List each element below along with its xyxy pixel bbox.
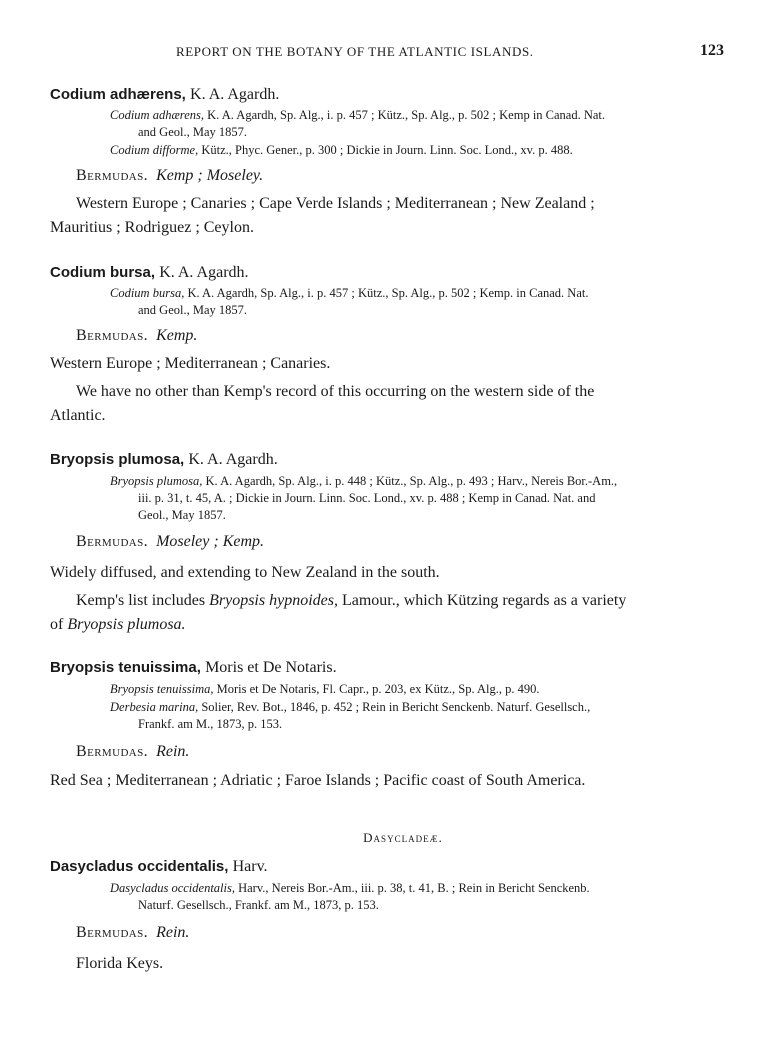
text-run: of — [50, 616, 68, 633]
paragraph-line: Mauritius ; Rodriguez ; Ceylon. — [50, 219, 254, 236]
text-run: Kemp's list includes — [76, 592, 210, 609]
italic-species: Bryopsis plumosa. — [67, 616, 186, 633]
synonym-name: Dasycladus occidentalis, — [110, 881, 235, 895]
synonym-name: Codium difforme, — [110, 143, 199, 157]
distribution-paragraph — [50, 352, 726, 376]
synonym-name: Bryopsis plumosa, — [110, 474, 203, 488]
collectors: Rein. — [156, 743, 190, 760]
species-name: Bryopsis plumosa, — [50, 451, 185, 468]
section-title: Dasycladeæ. — [363, 830, 443, 845]
collectors: Moseley ; Kemp. — [156, 533, 265, 550]
paragraph-line — [50, 616, 186, 633]
species-heading — [50, 264, 249, 282]
distribution-paragraph — [50, 769, 726, 793]
paragraph-line — [50, 592, 626, 609]
text-run: Lamour., which Kützing regards as a variety — [337, 592, 627, 609]
locality: Bermudas. — [76, 924, 149, 941]
synonym-reference — [110, 880, 730, 914]
paragraph-line: Western Europe ; Canaries ; Cape Verde Islands ; Mediterranean ; New Zealand ; — [76, 195, 595, 212]
species-name: Codium bursa, — [50, 264, 156, 281]
species-name: Bryopsis tenuissima, — [50, 659, 201, 676]
running-head — [0, 44, 776, 64]
synonym-reference — [110, 473, 730, 524]
reference-text: K. A. Agardh, Sp. Alg., i. p. 457 ; Kütz., Sp. Alg., p. 502 ; Kemp in Canad. Nat. — [207, 108, 606, 122]
collectors: Kemp ; Moseley. — [156, 167, 264, 184]
synonym-name: Codium bursa, — [110, 286, 185, 300]
paragraph-line: Widely diffused, and extending to New Zealand in the south. — [50, 564, 440, 581]
locality-line — [76, 327, 197, 345]
locality: Bermudas. — [76, 167, 149, 184]
reference-continuation: iii. p. 31, t. 45, A. ; Dickie in Journ. Linn. Soc. Lond., xv. p. 488 ; Kemp in Canad. Nat. and — [138, 491, 596, 505]
species-author: K. A. Agardh. — [190, 86, 280, 103]
reference-continuation: Geol., May 1857. — [138, 508, 226, 522]
species-heading — [50, 858, 268, 876]
reference-continuation: Naturf. Gesellsch., Frankf. am M., 1873, p. 153. — [138, 898, 379, 912]
collectors: Kemp. — [156, 327, 198, 344]
synonym-name: Codium adhærens, — [110, 108, 204, 122]
reference-continuation: Frankf. am M., 1873, p. 153. — [138, 717, 283, 731]
paragraph-line: Red Sea ; Mediterranean ; Adriatic ; Faroe Islands ; Pacific coast of South America. — [50, 772, 586, 789]
locality: Bermudas. — [76, 327, 149, 344]
synonym-reference — [110, 107, 730, 141]
page-number: 123 — [700, 42, 724, 59]
synonym-name: Bryopsis tenuissima, — [110, 682, 214, 696]
species-author: K. A. Agardh. — [188, 451, 278, 468]
reference-text: K. A. Agardh, Sp. Alg., i. p. 457 ; Kütz., Sp. Alg., p. 502 ; Kemp. in Canad. Nat. — [187, 286, 589, 300]
species-name: Dasycladus occidentalis, — [50, 858, 229, 875]
species-author: K. A. Agardh. — [159, 264, 249, 281]
paragraph-line: Florida Keys. — [76, 955, 164, 972]
synonym-reference — [110, 699, 730, 733]
reference-text: Solier, Rev. Bot., 1846, p. 452 ; Rein in Bericht Senckenb. Naturf. Gesellsch., — [201, 700, 591, 714]
locality-line — [76, 167, 263, 185]
note-paragraph — [50, 589, 726, 637]
distribution-paragraph — [50, 952, 726, 976]
species-name: Codium adhærens, — [50, 86, 186, 103]
species-heading — [50, 659, 337, 677]
locality: Bermudas. — [76, 743, 149, 760]
running-title: REPORT ON THE BOTANY OF THE ATLANTIC ISLANDS. — [176, 44, 534, 59]
collectors: Rein. — [156, 924, 190, 941]
locality-line — [76, 743, 189, 761]
reference-text: K. A. Agardh, Sp. Alg., i. p. 448 ; Kütz., Sp. Alg., p. 493 ; Harv., Nereis Bor.-Am., — [205, 474, 618, 488]
species-author: Moris et De Notaris. — [205, 659, 337, 676]
synonym-name: Derbesia marina, — [110, 700, 199, 714]
note-paragraph — [50, 380, 726, 428]
paragraph-line: We have no other than Kemp's record of this occurring on the western side of the — [76, 383, 595, 400]
species-author: Harv. — [232, 858, 268, 875]
locality-line — [76, 533, 264, 551]
distribution-paragraph — [50, 192, 726, 240]
paragraph-line: Western Europe ; Mediterranean ; Canaries. — [50, 355, 331, 372]
reference-continuation: and Geol., May 1857. — [138, 125, 248, 139]
reference-text: Harv., Nereis Bor.-Am., iii. p. 38, t. 41, B. ; Rein in Bericht Senckenb. — [238, 881, 590, 895]
distribution-paragraph — [50, 561, 726, 585]
synonym-reference — [110, 142, 730, 159]
italic-species: Bryopsis hypnoides, — [209, 592, 338, 609]
reference-text: Kütz., Phyc. Gener., p. 300 ; Dickie in Journ. Linn. Soc. Lond., xv. p. 488. — [201, 143, 573, 157]
paragraph-line: Atlantic. — [50, 407, 106, 424]
synonym-reference — [110, 681, 730, 698]
locality-line — [76, 924, 189, 942]
reference-continuation: and Geol., May 1857. — [138, 303, 248, 317]
species-heading — [50, 451, 278, 469]
synonym-reference — [110, 285, 730, 319]
locality: Bermudas. — [76, 533, 149, 550]
reference-text: Moris et De Notaris, Fl. Capr., p. 203, ex Kütz., Sp. Alg., p. 490. — [216, 682, 540, 696]
species-heading — [50, 86, 279, 104]
